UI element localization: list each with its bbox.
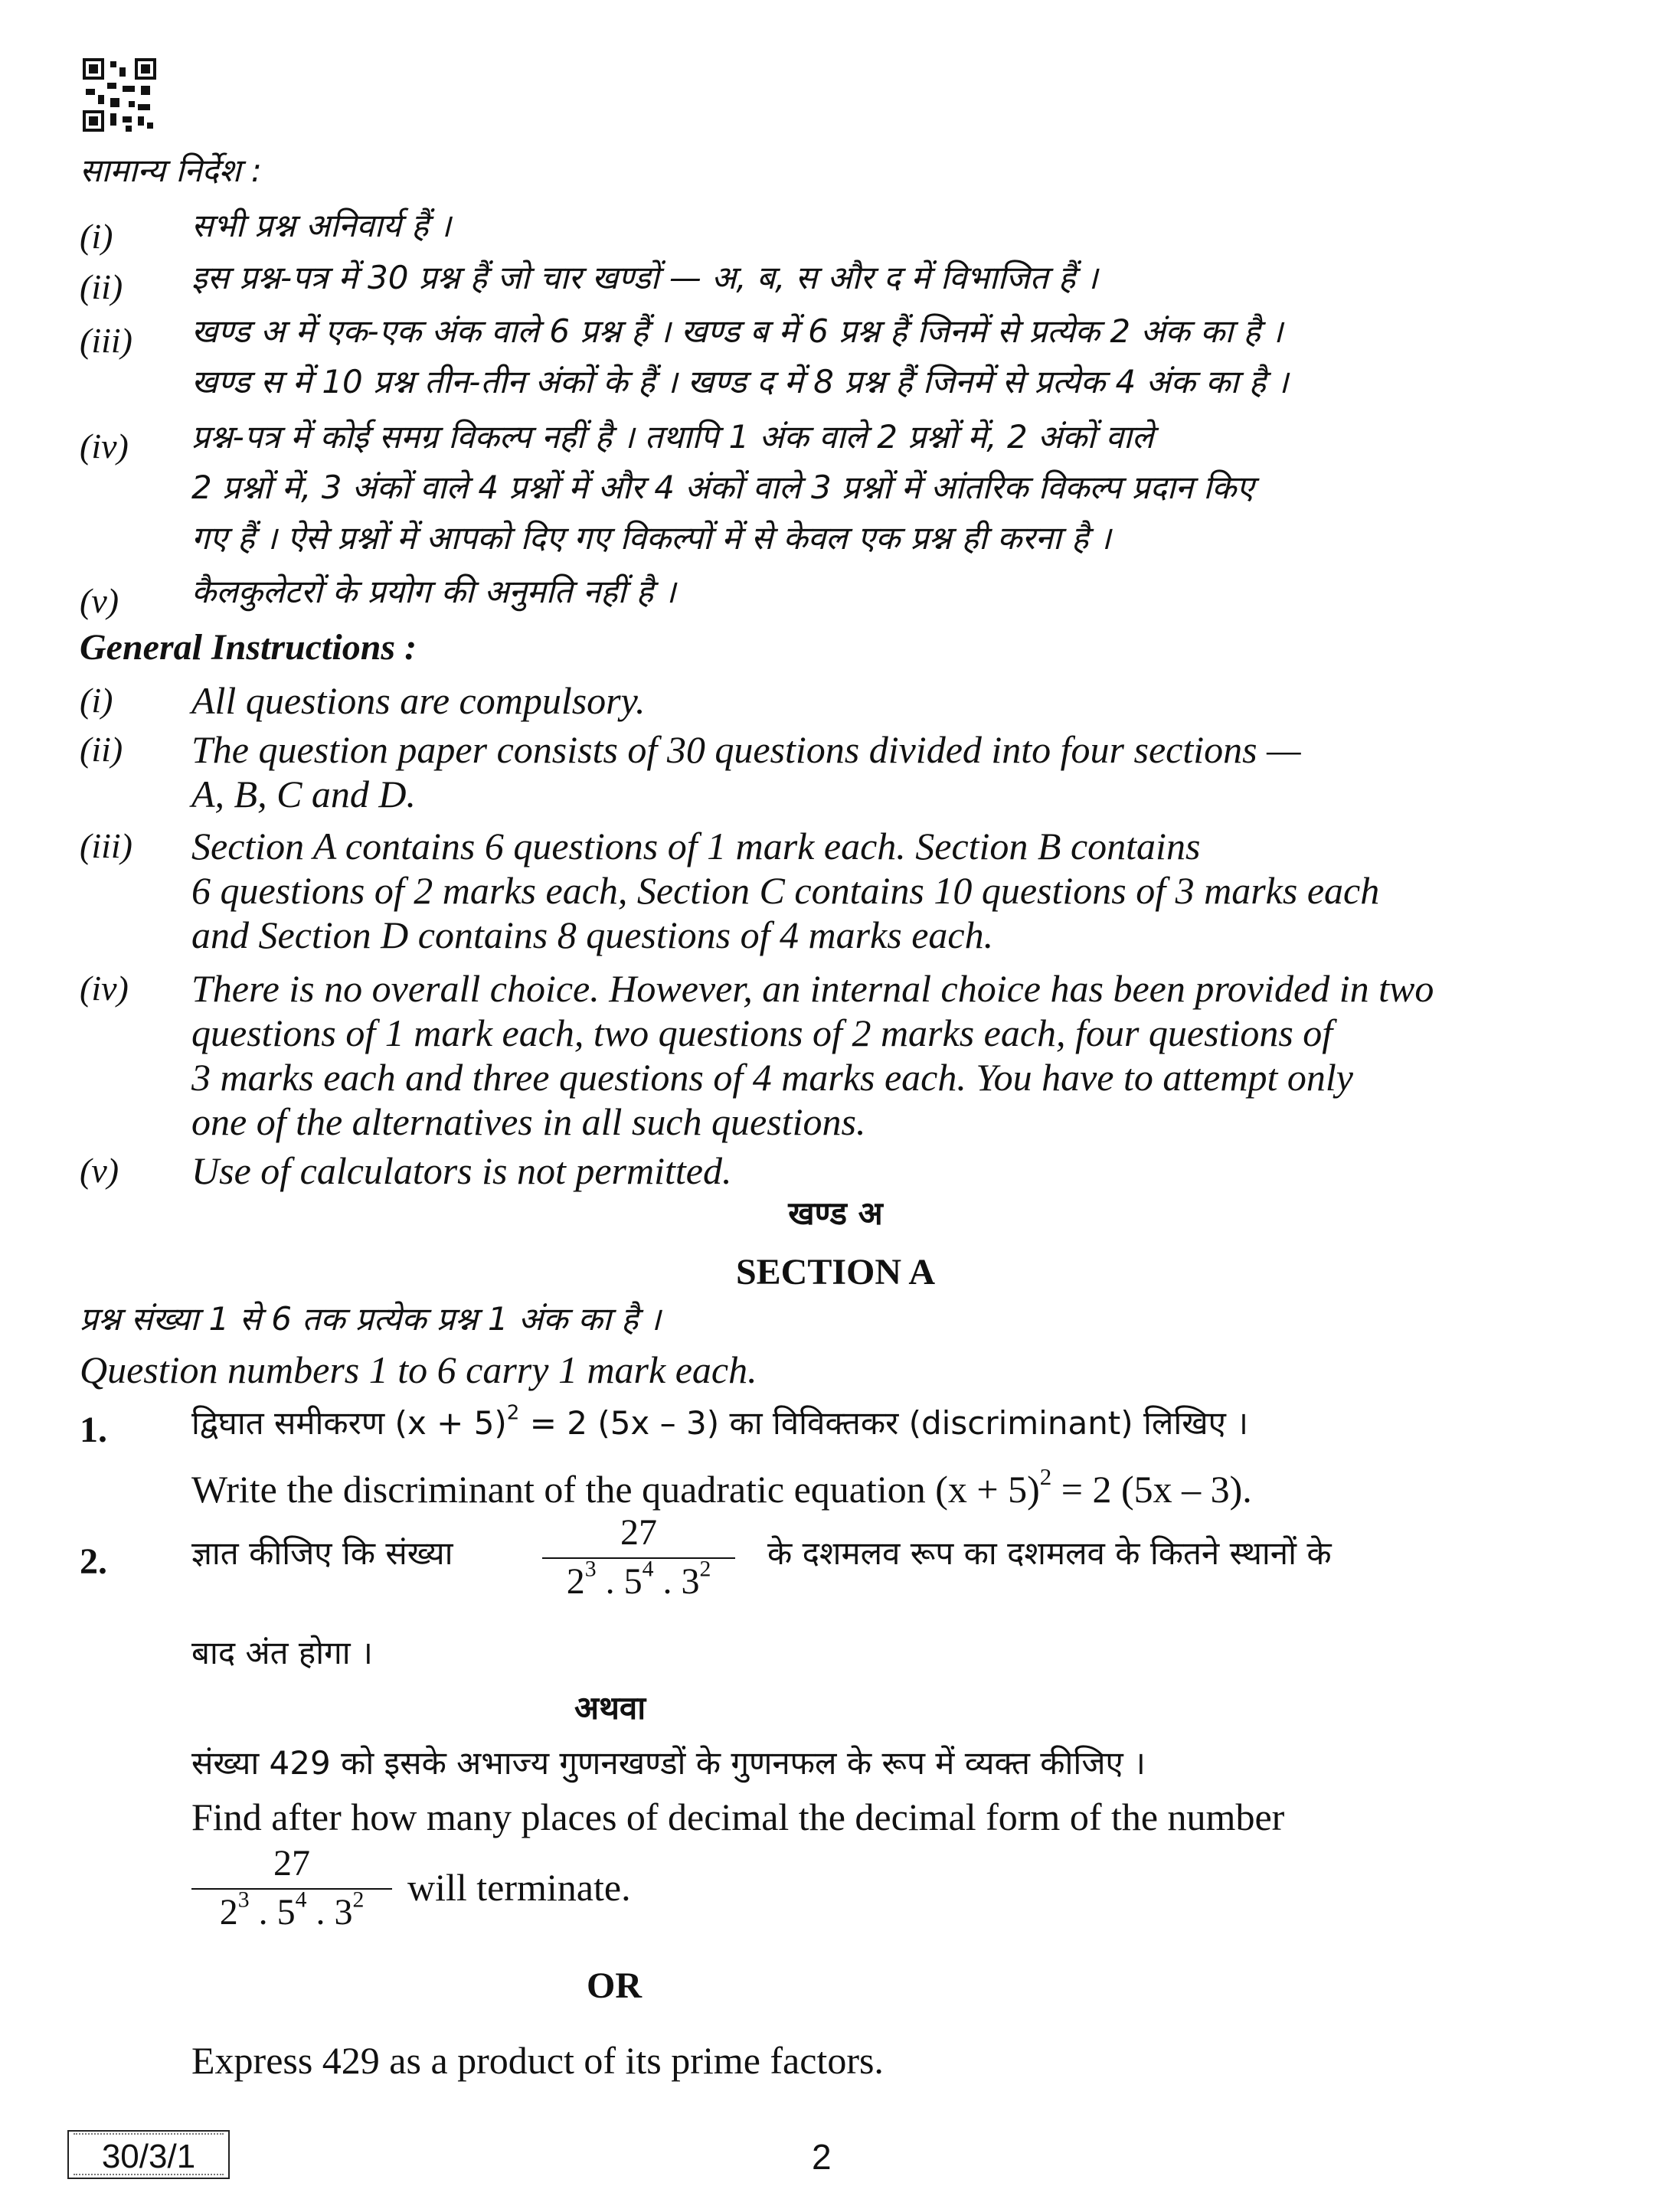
list-item-text: All questions are compulsory. (191, 679, 646, 722)
question-2-number: 2. (80, 1541, 107, 1582)
list-item-number: (iii) (80, 321, 132, 360)
fraction-numerator: 27 (620, 1512, 657, 1553)
list-item-number: (v) (80, 1151, 119, 1190)
question-1-number: 1. (80, 1410, 107, 1450)
list-item-text: Use of calculators is not permitted. (191, 1149, 732, 1192)
list-item-number: (iii) (80, 826, 132, 865)
list-item-text: गए हैं । ऐसे प्रश्नों में आपको दिए गए विकल्पों में से केवल एक प्रश्न ही करना है । (191, 519, 1111, 557)
question-2-fraction-english (191, 1845, 392, 1931)
question-2-english-post: will terminate. (407, 1866, 631, 1909)
list-item-text: 3 marks each and three questions of 4 marks each. You have to attempt only (191, 1056, 1353, 1099)
list-item-text: प्रश्न-पत्र में कोई समग्र विकल्प नहीं है । तथापि 1 अंक वाले 2 प्रश्नों में, 2 अंकों वाले (191, 418, 1154, 456)
question-2-hindi-post: के दशमलव रूप का दशमलव के कितने स्थानों के (767, 1534, 1332, 1572)
question-2-fraction-hindi (542, 1514, 735, 1600)
paper-code: 30/3/1 (101, 2138, 196, 2175)
section-english-note: Question numbers 1 to 6 carry 1 mark each. (80, 1348, 757, 1391)
question-2-english-alternative: Express 429 as a product of its prime factors. (191, 2039, 884, 2082)
list-item-number: (ii) (80, 730, 123, 769)
qr-code-icon (83, 58, 156, 132)
question-2-english-or: OR (587, 1965, 642, 2006)
list-item-number: (v) (80, 581, 119, 620)
list-item-text: कैलकुलेटरों के प्रयोग की अनुमति नहीं है । (191, 573, 676, 610)
list-item-text: A, B, C and D. (191, 773, 417, 815)
list-item-text: Section A contains 6 questions of 1 mark each. Section B contains (191, 825, 1201, 867)
list-item-text: and Section D contains 8 questions of 4 marks each. (191, 913, 994, 956)
section-english-title: SECTION A (735, 1252, 936, 1292)
paper-code-box (67, 2130, 230, 2179)
list-item-number: (iv) (80, 969, 129, 1008)
list-item-text: The question paper consists of 30 questions divided into four sections — (191, 728, 1301, 771)
microprint-bottom (74, 2171, 224, 2175)
general-instructions-heading: General Instructions : (80, 627, 417, 668)
list-item-number: (i) (80, 217, 113, 256)
question-1-english: Write the discriminant of the quadratic equation $(x + 5)^2 = 2$ (5x – 3). (191, 1462, 1252, 1511)
list-item-text: सभी प्रश्न अनिवार्य हैं । (191, 207, 451, 244)
list-item-text: इस प्रश्न-पत्र में 30 प्रश्न हैं जो चार खण्डों — अ, ब, स और द में विभाजित हैं । (191, 259, 1098, 296)
fraction-denominator: $2^3$ . $5^4$ . $3^2$ (219, 1887, 365, 1933)
list-item-text: खण्ड स में 10 प्रश्न तीन-तीन अंकों के हैं । खण्ड द में 8 प्रश्न हैं जिनमें से प्रत्येक 4 अंक का है । (191, 363, 1289, 400)
fraction-denominator: $2^3$ . $5^4$ . $3^2$ (566, 1556, 711, 1602)
list-item-number: (ii) (80, 267, 123, 306)
list-item-text: There is no overall choice. However, an internal choice has been provided in two (191, 967, 1434, 1010)
section-hindi-note: प्रश्न संख्या 1 से 6 तक प्रत्येक प्रश्न 1 अंक का है । (80, 1300, 661, 1338)
list-item-number: (i) (80, 681, 113, 720)
hindi-instructions-heading: सामान्य निर्देश : (80, 152, 262, 189)
question-2-hindi-line2: बाद अंत होगा । (191, 1634, 373, 1671)
list-item-text: खण्ड अ में एक-एक अंक वाले 6 प्रश्न हैं । खण्ड ब में 6 प्रश्न हैं जिनमें से प्रत्येक 2 अंक का है । (191, 312, 1283, 350)
question-2-hindi-alternative: संख्या 429 को इसके अभाज्य गुणनखण्डों के गुणनफल के रूप में व्यक्त कीजिए । (191, 1744, 1146, 1782)
section-hindi-title: खण्ड अ (788, 1194, 883, 1232)
question-2-english: Find after how many places of decimal the decimal form of the number (191, 1795, 1285, 1838)
list-item-text: one of the alternatives in all such questions. (191, 1100, 866, 1143)
question-1-hindi: द्विघात समीकरण $(x + 5)^2 = 2$ (5x – 3) का विविक्तकर (discriminant) लिखिए । (191, 1401, 1249, 1442)
list-item-text: questions of 1 mark each, two questions of 2 marks each, four questions of (191, 1011, 1333, 1054)
list-item-text: 2 प्रश्नों में, 3 अंकों वाले 4 प्रश्नों में और 4 अंकों वाले 3 प्रश्नों में आंतरिक विकल्प प्रदान किए (191, 469, 1254, 506)
question-2-hindi-or: अथवा (574, 1689, 646, 1727)
question-2-hindi-pre: ज्ञात कीजिए कि संख्या (191, 1534, 453, 1572)
list-item-text: 6 questions of 2 marks each, Section C contains 10 questions of 3 marks each (191, 869, 1380, 912)
page-number: 2 (812, 2137, 832, 2177)
fraction-numerator: 27 (273, 1843, 310, 1884)
list-item-number: (iv) (80, 426, 129, 466)
